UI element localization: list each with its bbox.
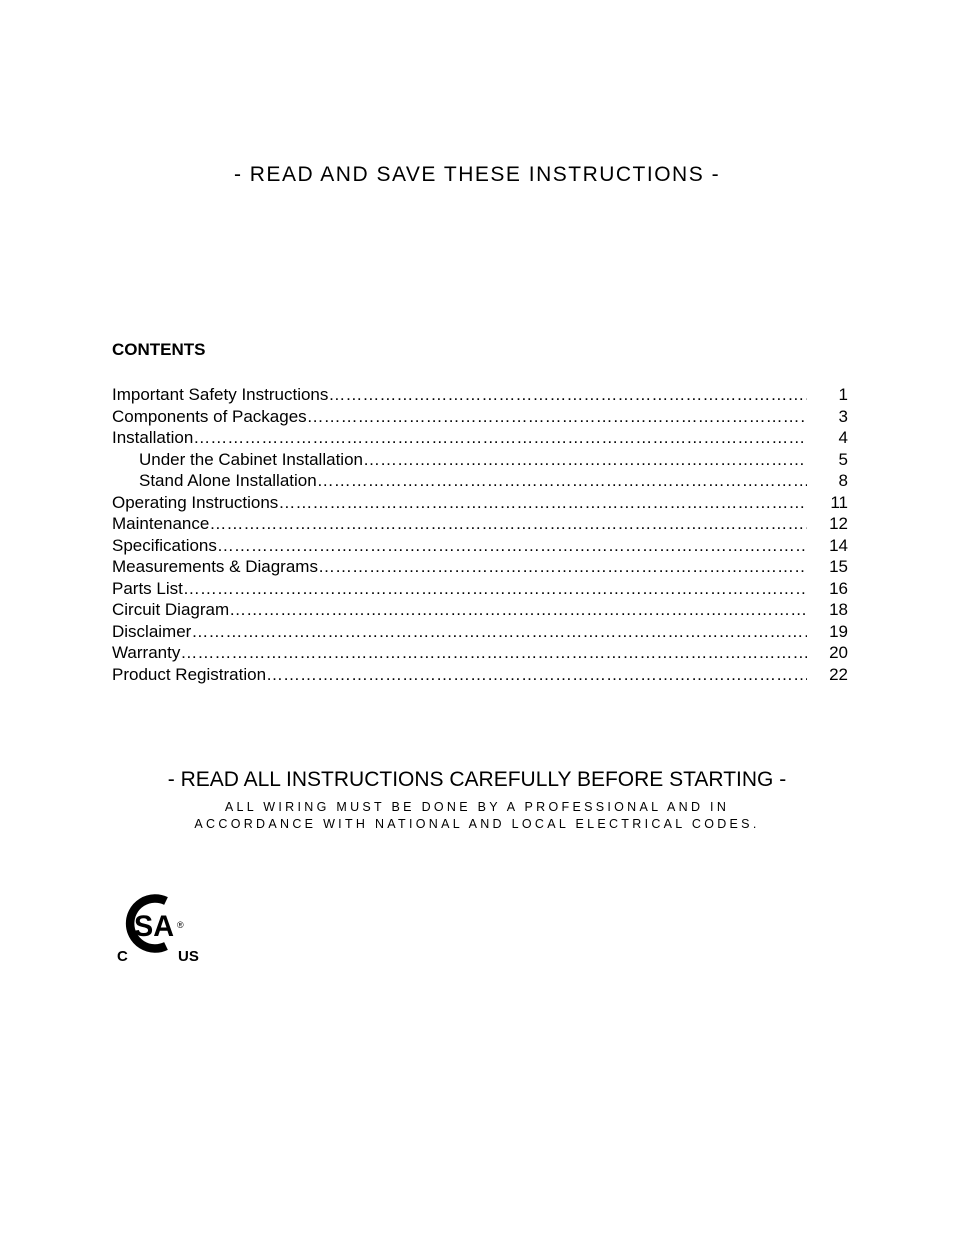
toc-item-page: 3 xyxy=(838,406,848,426)
toc-item xyxy=(112,406,848,428)
toc-item-label: Specifications …………………………………………………………………………………………………………………………………………………………………………………………………………………………………… xyxy=(112,535,807,556)
toc-item xyxy=(112,535,848,557)
toc-item xyxy=(112,513,848,535)
toc-item-label: Under the Cabinet Installation …………………………………………………………………………………………………………………………………………………………………………………………………………………………………… xyxy=(139,449,807,470)
toc-item-page: 12 xyxy=(829,514,848,533)
toc-item-page: 20 xyxy=(829,643,848,662)
toc-item-label: Operating Instructions …………………………………………………………………………………………………………………………………………………………………………………………………………………………………… xyxy=(112,492,807,513)
contents-heading: CONTENTS xyxy=(112,340,206,359)
toc-item xyxy=(112,492,848,514)
toc-item-page: 5 xyxy=(838,449,848,469)
csa-c-label: C xyxy=(117,948,128,965)
wiring-notice-line-1: ALL WIRING MUST BE DONE BY A PROFESSIONAL AND IN xyxy=(224,800,730,814)
toc-item xyxy=(112,642,848,664)
toc-item-page: 11 xyxy=(830,492,848,512)
toc-item-label: Components of Packages …………………………………………………………………………………………………………………………………………………………………………………………………………………………………… xyxy=(112,406,807,427)
toc-item-label: Disclaimer …………………………………………………………………………………………………………………………………………………………………………………………………………………………………… xyxy=(112,621,807,642)
toc-item-label: Parts List …………………………………………………………………………………………………………………………………………………………………………………………………………………………………… xyxy=(112,578,807,599)
toc-item-label: Warranty …………………………………………………………………………………………………………………………………………………………………………………………………………………………………… xyxy=(112,642,807,663)
csa-us-label: US xyxy=(178,948,199,965)
toc-item-label: Stand Alone Installation …………………………………………………………………………………………………………………………………………………………………………………………………………………………………… xyxy=(139,470,807,491)
toc-item-page: 14 xyxy=(829,535,848,555)
toc-item xyxy=(112,384,848,406)
toc-item-page: 18 xyxy=(829,600,848,619)
registered-mark: ® xyxy=(177,920,184,930)
page-header: - READ AND SAVE THESE INSTRUCTIONS - xyxy=(233,163,721,186)
toc-subitem xyxy=(112,449,848,471)
toc-item-page: 15 xyxy=(829,557,848,576)
table-of-contents xyxy=(112,384,848,685)
toc-item-page: 8 xyxy=(838,471,848,490)
toc-item-label: Maintenance …………………………………………………………………………………………………………………………………………………………………………………………………………………………………… xyxy=(112,513,807,534)
toc-item-page: 1 xyxy=(838,385,848,404)
toc-item xyxy=(112,578,848,600)
toc-item xyxy=(112,599,848,621)
toc-item-label: Installation …………………………………………………………………………………………………………………………………………………………………………………………………………………………………… xyxy=(112,427,807,448)
toc-item xyxy=(112,621,848,643)
toc-item xyxy=(112,556,848,578)
toc-item-page: 19 xyxy=(829,621,848,641)
toc-item-label: Measurements & Diagrams …………………………………………………………………………………………………………………………………………………………………………………………………………………………………… xyxy=(112,556,807,577)
toc-item xyxy=(112,427,848,449)
csa-letters: SA xyxy=(134,910,174,943)
wiring-notice-line-2: ACCORDANCE WITH NATIONAL AND LOCAL ELECTRICAL CODES. xyxy=(194,817,760,831)
toc-item xyxy=(112,664,848,686)
toc-item-label: Circuit Diagram …………………………………………………………………………………………………………………………………………………………………………………………………………………………………… xyxy=(112,599,807,620)
read-all-notice: - READ ALL INSTRUCTIONS CAREFULLY BEFORE STARTING - xyxy=(167,768,787,791)
toc-item-page: 16 xyxy=(829,578,848,598)
toc-subitem xyxy=(112,470,848,492)
csa-certification-mark-icon xyxy=(114,888,209,968)
toc-item-page: 4 xyxy=(838,428,848,447)
toc-item-label: Product Registration …………………………………………………………………………………………………………………………………………………………………………………………………………………………………… xyxy=(112,664,807,685)
toc-item-label: Important Safety Instructions …………………………………………………………………………………………………………………………………………………………………………………………………………………………………… xyxy=(112,384,807,405)
toc-item-page: 22 xyxy=(829,664,848,684)
